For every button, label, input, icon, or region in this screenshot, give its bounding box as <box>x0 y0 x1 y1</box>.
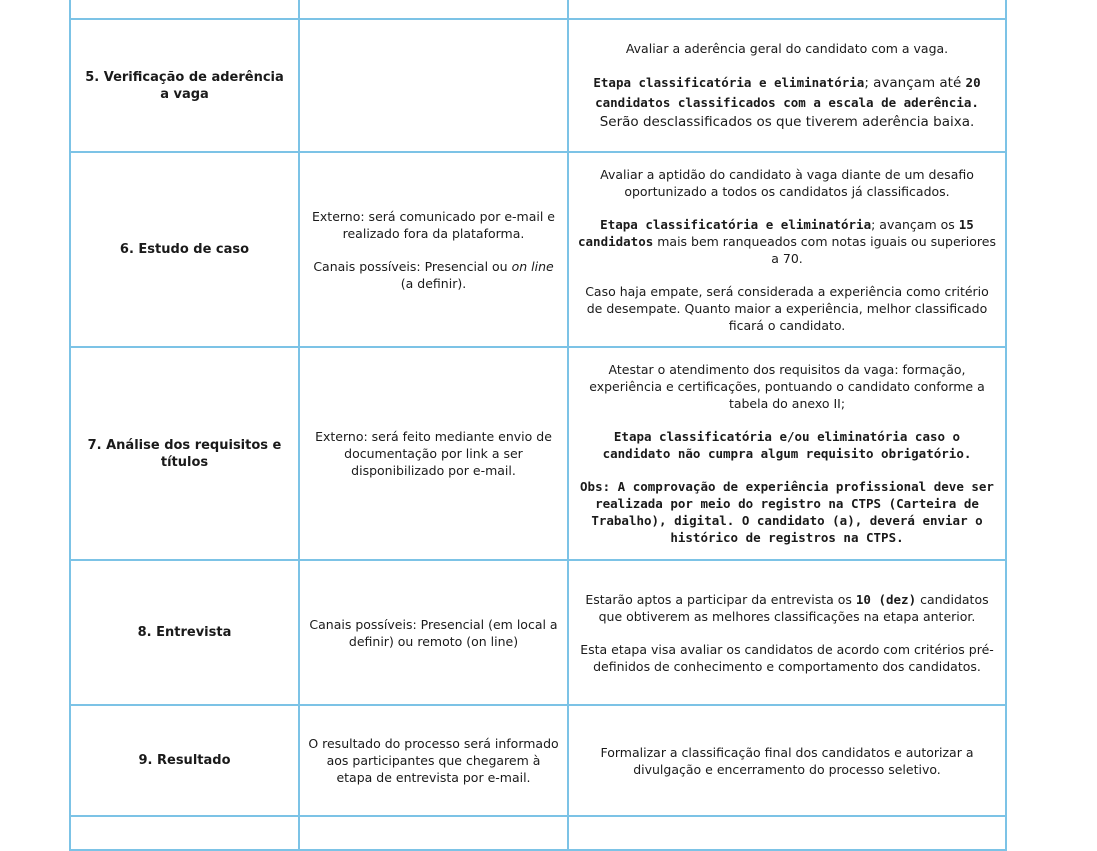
description-text: Etapa classificatória e eliminatória; avançam até 20 candidatos classificados com a escala de aderência. Serão desclassificados os que tiverem aderência baixa. <box>593 74 981 130</box>
description-text: Obs: A comprovação de experiência profissional deve ser realizada por meio do registro na CTPS (Carteira de Trabalho), digital. O candidato (a), deverá enviar o histórico de registros na CTPS. <box>580 479 994 545</box>
channel-text: Canais possíveis: Presencial ou on line (a definir). <box>313 258 554 291</box>
table-row <box>70 560 1006 705</box>
channel-text: Externo: será comunicado por e-mail e realizado fora da plataforma. <box>312 208 555 241</box>
table-row-next <box>70 816 1006 850</box>
table-row <box>70 19 1006 152</box>
stage-cell <box>70 0 299 19</box>
description-text: Avaliar a aderência geral do candidato com a vaga. <box>625 40 949 56</box>
channel-cell: Externo: será feito mediante envio de documentação por link a ser disponibilizado por e-mail. <box>299 347 568 560</box>
description-cell <box>568 19 1006 152</box>
description-text: Etapa classificatória e eliminatória; avançam os 15 candidatos mais bem ranqueados com notas iguais ou superiores a 70. <box>578 216 996 266</box>
description-cell <box>568 816 1006 850</box>
stage-cell: 5. Verificação de aderência a vaga <box>70 19 299 152</box>
description-cell: Formalizar a classificação final dos candidatos e autorizar a divulgação e encerramento do processo seletivo. <box>568 705 1006 816</box>
description-cell <box>568 560 1006 705</box>
table-row <box>70 347 1006 560</box>
stage-cell: 8. Entrevista <box>70 560 299 705</box>
description-text: Avaliar a aptidão do candidato à vaga diante de um desafio oportunizado a todos os candidatos já classificados. <box>600 166 974 199</box>
channel-cell <box>299 152 568 347</box>
channel-cell <box>299 0 568 19</box>
description-cell <box>568 0 1006 19</box>
stage-cell <box>70 816 299 850</box>
description-text: Etapa classificatória e/ou eliminatória caso o candidato não cumpra algum requisito obrigatório. <box>602 429 972 461</box>
selection-process-table <box>69 0 1007 851</box>
stage-cell: 7. Análise dos requisitos e títulos <box>70 347 299 560</box>
description-cell <box>568 347 1006 560</box>
table-row <box>70 705 1006 816</box>
stage-cell: 9. Resultado <box>70 705 299 816</box>
description-text: Esta etapa visa avaliar os candidatos de acordo com critérios pré-definidos de conhecimento e comportamento dos candidatos. <box>580 641 994 674</box>
table-row-previous <box>70 0 1006 19</box>
channel-cell: O resultado do processo será informado aos participantes que chegarem à etapa de entrevista por e-mail. <box>299 705 568 816</box>
table-row <box>70 152 1006 347</box>
description-text: Estarão aptos a participar da entrevista os 10 (dez) candidatos que obtiverem as melhores classificações na etapa anterior. <box>585 591 989 624</box>
stage-cell: 6. Estudo de caso <box>70 152 299 347</box>
channel-cell <box>299 816 568 850</box>
channel-cell: Canais possíveis: Presencial (em local a definir) ou remoto (on line) <box>299 560 568 705</box>
channel-cell <box>299 19 568 152</box>
description-text: Atestar o atendimento dos requisitos da vaga: formação, experiência e certificações, pontuando o candidato conforme a tabela do anexo II; <box>589 362 985 411</box>
description-text: Caso haja empate, será considerada a experiência como critério de desempate. Quanto maior a experiência, melhor classificado ficará o candidato. <box>585 283 989 333</box>
description-cell <box>568 152 1006 347</box>
